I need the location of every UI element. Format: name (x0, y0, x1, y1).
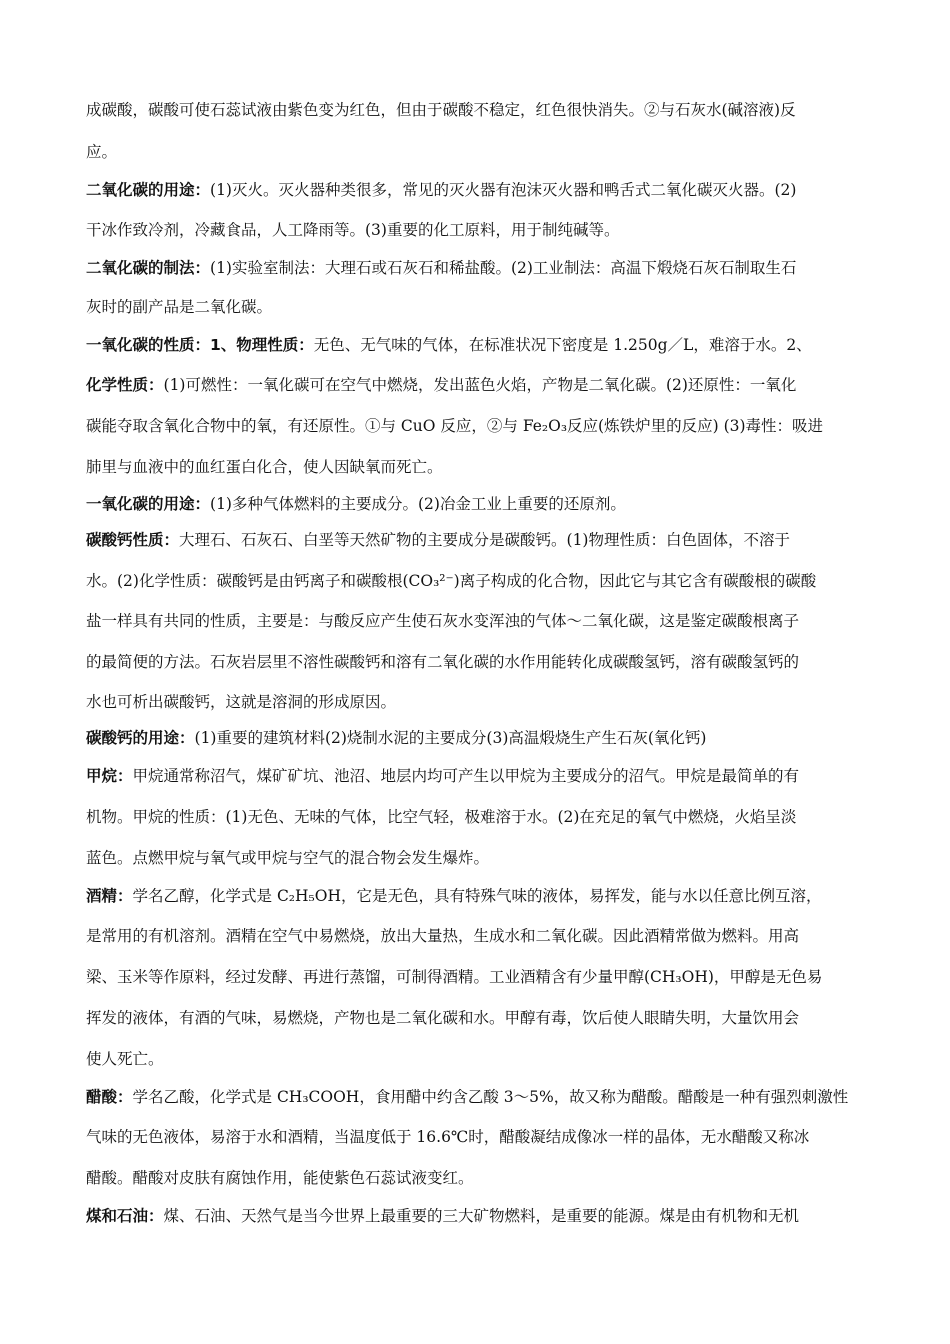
text-line: 成碳酸，碳酸可使石蕊试液由紫色变为红色，但由于碳酸不稳定，红色很快消失。②与石灰水(碱溶液)反 (86, 101, 796, 119)
section-co2-preparation: 二氧化碳的制法：(1)实验室制法：大理石或石灰石和稀盐酸。(2)工业制法：高温下煅烧石灰石制取生石 (86, 259, 797, 277)
section-caco3-uses: 碳酸钙的用途：(1)重要的建筑材料(2)烧制水泥的主要成分(3)高温煅烧生产生石灰(氧化钙) (86, 729, 707, 747)
section-coal-oil: 煤和石油：煤、石油、天然气是当今世界上最重要的三大矿物燃料，是重要的能源。煤是由有机物和无机 (86, 1207, 800, 1225)
text-line: 的最简便的方法。石灰岩层里不溶性碳酸钙和溶有二氧化碳的水作用能转化成碳酸氢钙，溶有碳酸氢钙的 (86, 653, 800, 671)
text-line: 是常用的有机溶剂。酒精在空气中易燃烧，放出大量热，生成水和二氧化碳。因此酒精常做为燃料。用高 (86, 927, 800, 945)
text-line: 梁、玉米等作原料，经过发酵、再进行蒸馏，可制得酒精。工业酒精含有少量甲醇(CH₃OH)，甲醇是无色易 (86, 968, 823, 986)
text-line: 碳能夺取含氧化合物中的氧，有还原性。①与 CuO 反应，②与 Fe₂O₃反应(炼铁炉里的反应) (3)毒性：吸进 (86, 417, 824, 435)
section-methane: 甲烷：甲烷通常称沼气，煤矿矿坑、池沼、地层内均可产生以甲烷为主要成分的沼气。甲烷是最简单的有 (86, 767, 800, 785)
text-line: 挥发的液体，有酒的气味，易燃烧，产物也是二氧化碳和水。甲醇有毒，饮后使人眼睛失明，大量饮用会 (86, 1009, 800, 1027)
section-co-properties: 一氧化碳的性质：1、物理性质：无色、无气味的气体，在标准状况下密度是 1.250g／L，难溶于水。2、 (86, 336, 812, 354)
text-line: 机物。甲烷的性质：(1)无色、无味的气体，比空气轻，极难溶于水。(2)在充足的氧气中燃烧，火焰呈淡 (86, 808, 797, 826)
text-line: 灰时的副产品是二氧化碳。 (86, 298, 273, 316)
text-line: 醋酸。醋酸对皮肤有腐蚀作用，能使紫色石蕊试液变红。 (86, 1169, 474, 1187)
text-line: 使人死亡。 (86, 1050, 164, 1068)
text-line: 化学性质：(1)可燃性：一氧化碳可在空气中燃烧，发出蓝色火焰，产物是二氧化碳。(2)还原性：一氧化 (86, 376, 797, 394)
text-line: 水也可析出碳酸钙，这就是溶洞的形成原因。 (86, 693, 397, 711)
section-co-uses: 一氧化碳的用途：(1)多种气体燃料的主要成分。(2)冶金工业上重要的还原剂。 (86, 495, 626, 513)
section-co2-uses: 二氧化碳的用途：(1)灭火。灭火器种类很多，常见的灭火器有泡沫灭火器和鸭舌式二氧化碳灭火器。(2) (86, 181, 797, 199)
text-line: 干冰作致冷剂，冷藏食品，人工降雨等。(3)重要的化工原料，用于制纯碱等。 (86, 221, 620, 239)
text-line: 气味的无色液体，易溶于水和酒精，当温度低于 16.6℃时，醋酸凝结成像冰一样的晶体，无水醋酸又称冰 (86, 1128, 810, 1146)
section-acetic-acid: 醋酸：学名乙酸，化学式是 CH₃COOH，食用醋中约含乙酸 3～5%，故又称为醋酸。醋酸是一种有强烈刺激性 (86, 1088, 849, 1106)
text-line: 应。 (86, 143, 118, 161)
text-line: 肺里与血液中的血红蛋白化合，使人因缺氧而死亡。 (86, 458, 443, 476)
section-caco3-properties: 碳酸钙性质：大理石、石灰石、白垩等天然矿物的主要成分是碳酸钙。(1)物理性质：白色固体，不溶于 (86, 531, 790, 549)
section-alcohol: 酒精：学名乙醇，化学式是 C₂H₅OH，它是无色，具有特殊气味的液体，易挥发，能与水以任意比例互溶， (86, 887, 822, 905)
text-line: 蓝色。点燃甲烷与氧气或甲烷与空气的混合物会发生爆炸。 (86, 849, 490, 867)
text-line: 水。(2)化学性质：碳酸钙是由钙离子和碳酸根(CO₃²⁻)离子构成的化合物，因此它与其它含有碳酸根的碳酸 (86, 572, 817, 590)
text-line: 盐一样具有共同的性质，主要是：与酸反应产生使石灰水变浑浊的气体～二氧化碳，这是鉴定碳酸根离子 (86, 612, 800, 630)
